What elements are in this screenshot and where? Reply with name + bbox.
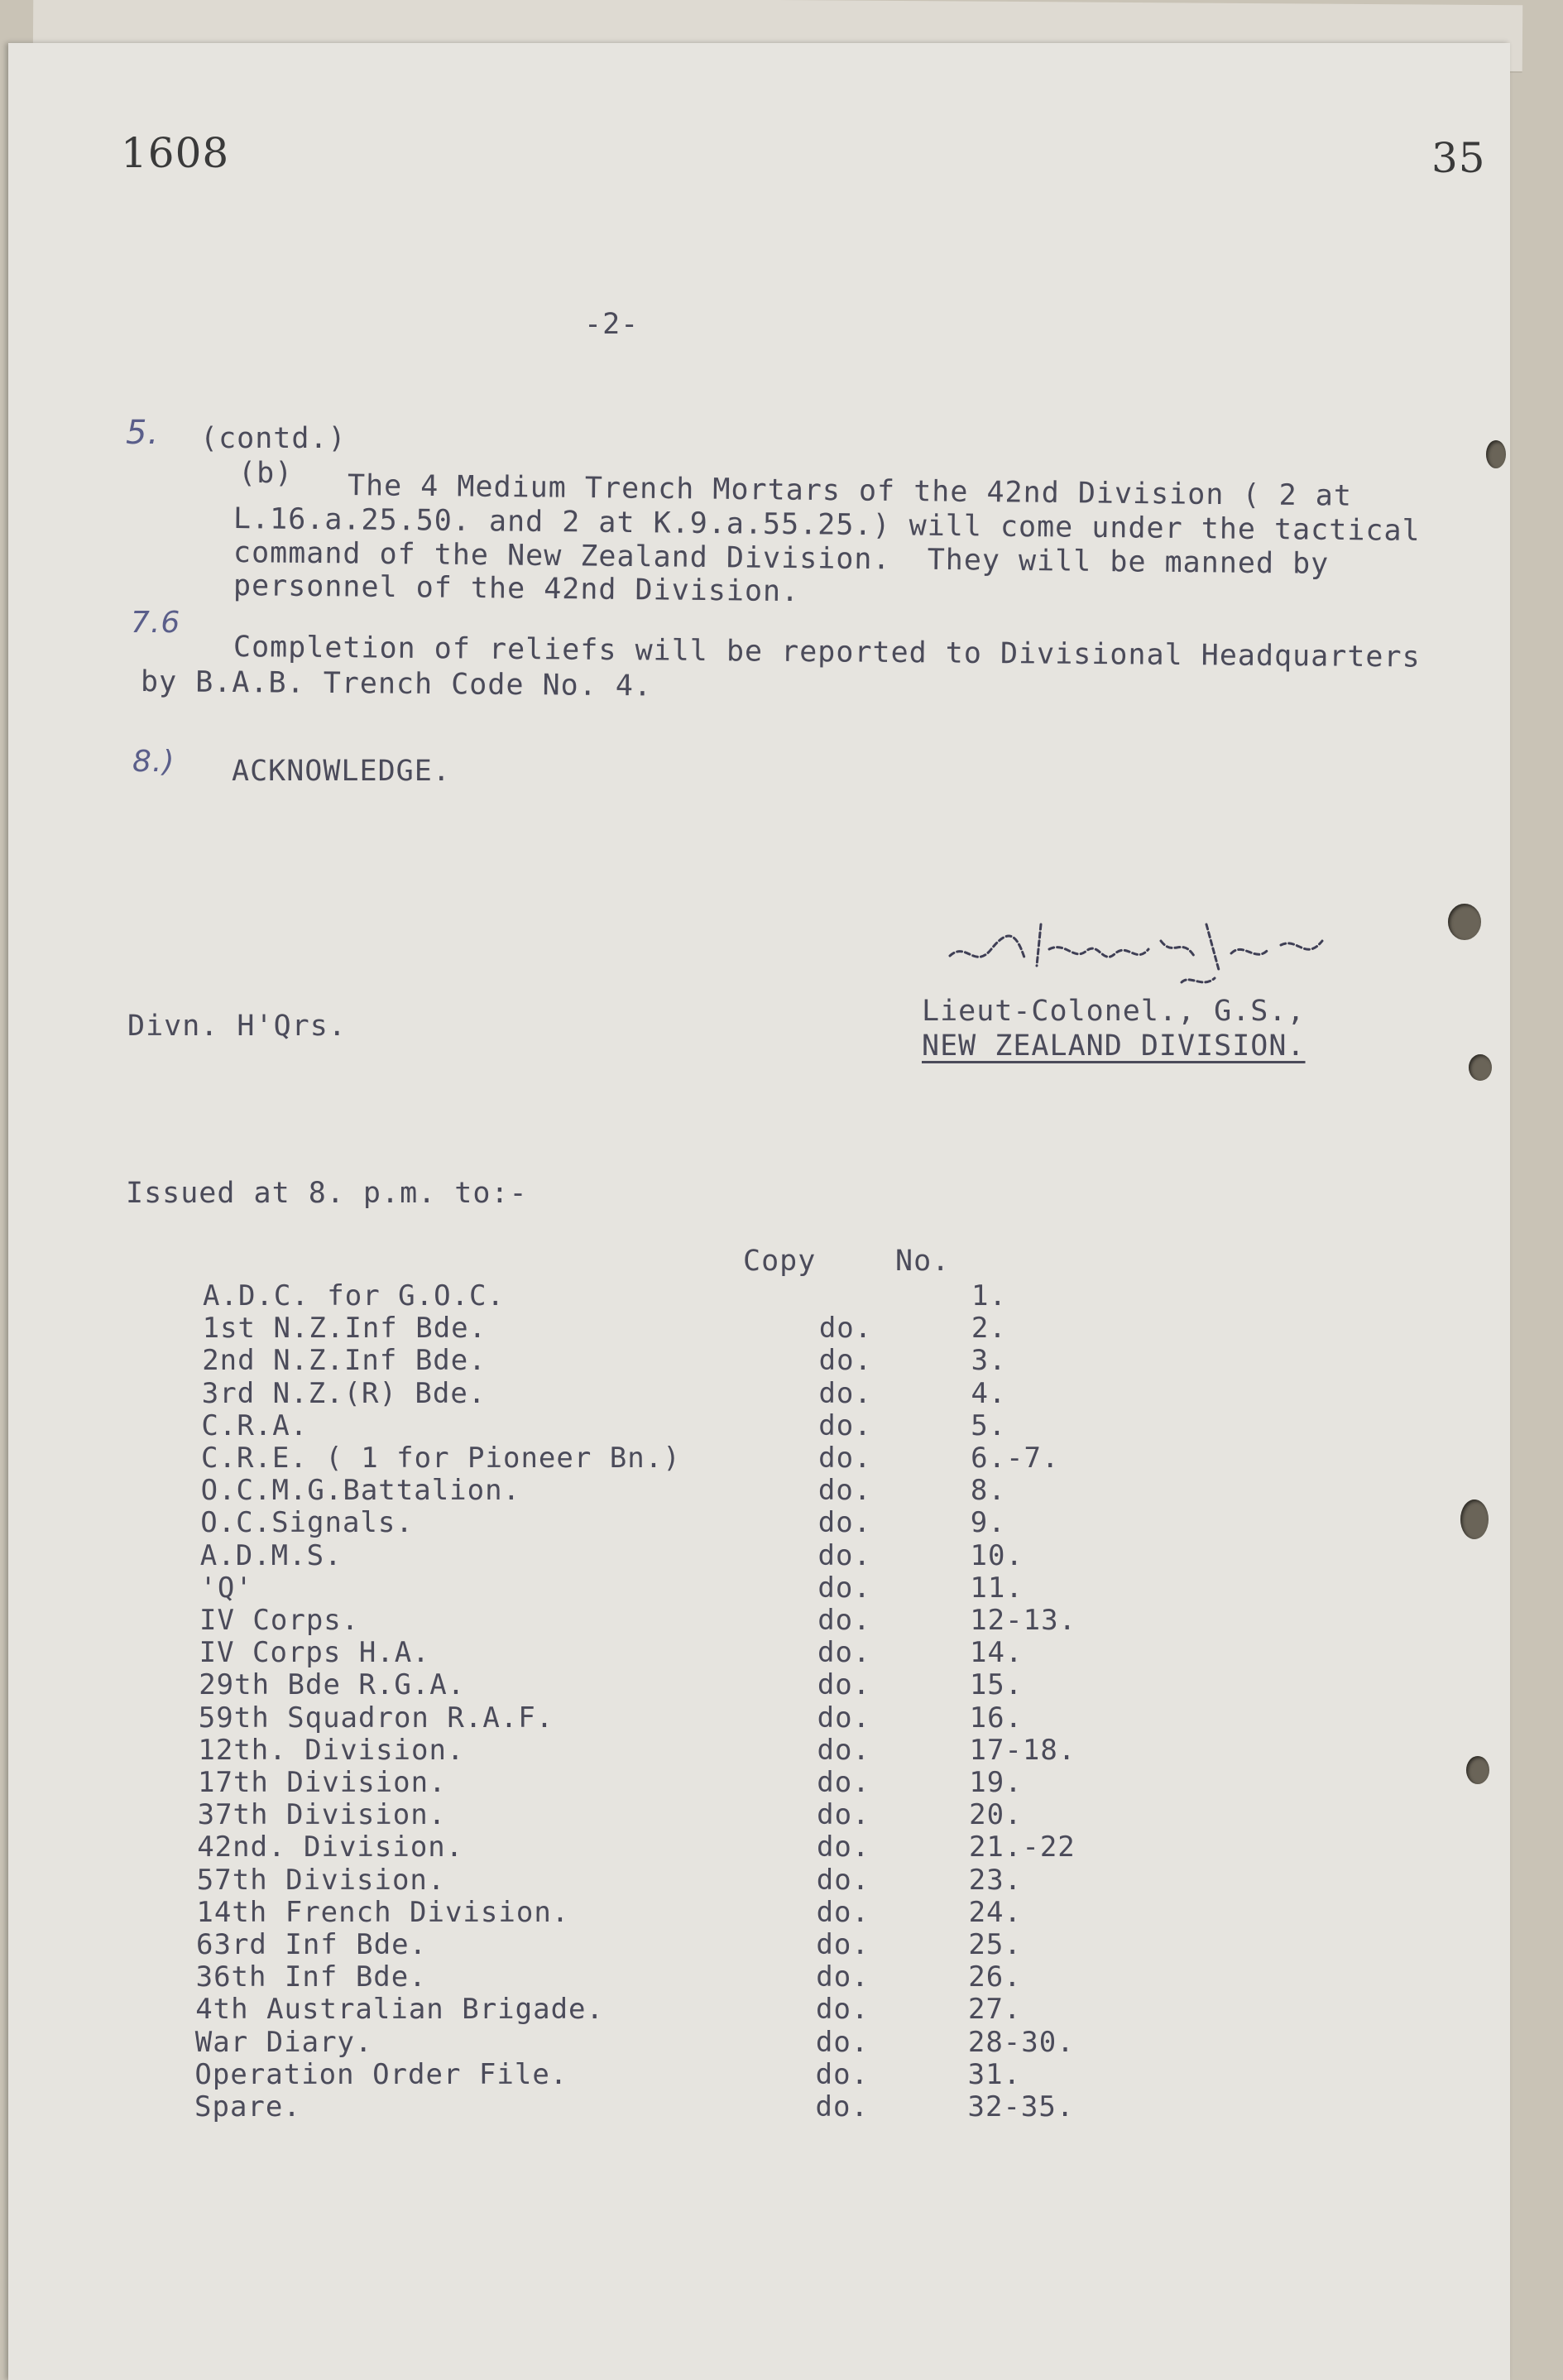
issued-line: Issued at 8. p.m. to:- bbox=[126, 1177, 528, 1210]
distribution-copy-number: 9. bbox=[970, 1506, 1006, 1540]
distribution-recipient: Operation Order File. bbox=[194, 2057, 568, 2091]
distribution-copy-number: 25. bbox=[968, 1928, 1022, 1961]
copy-label: Copy bbox=[743, 1245, 817, 1278]
folio-number-left: 1608 bbox=[121, 129, 230, 177]
distribution-ditto: do. bbox=[817, 1701, 871, 1735]
distribution-recipient: IV Corps H.A. bbox=[199, 1636, 430, 1670]
para5-line3: command of the New Zealand Division. They will be manned by bbox=[233, 536, 1330, 581]
punch-hole bbox=[1460, 1499, 1489, 1539]
distribution-recipient: War Diary. bbox=[194, 2025, 373, 2059]
distribution-recipient: 17th Division. bbox=[198, 1766, 447, 1799]
distribution-ditto: do. bbox=[818, 1376, 872, 1410]
distribution-recipient: C.R.E. ( 1 for Pioneer Bn.) bbox=[201, 1442, 681, 1475]
distribution-recipient: Spare. bbox=[194, 2090, 301, 2123]
distribution-ditto: do. bbox=[817, 1474, 872, 1508]
punch-hole bbox=[1448, 904, 1481, 940]
distribution-copy-number: 23. bbox=[968, 1863, 1023, 1897]
distribution-recipient: 59th Squadron R.A.F. bbox=[198, 1701, 554, 1735]
hq-location: Divn. H'Qrs. bbox=[127, 1010, 347, 1043]
signature-scrawl bbox=[933, 891, 1364, 999]
distribution-recipient: 3rd N.Z.(R) Bde. bbox=[201, 1376, 487, 1410]
para6-line2: by B.A.B. Trench Code No. 4. bbox=[140, 665, 653, 703]
distribution-recipient: 1st N.Z.Inf Bde. bbox=[202, 1312, 487, 1346]
folio-number-right: 35 bbox=[1431, 134, 1486, 182]
distribution-ditto: do. bbox=[818, 1312, 873, 1346]
distribution-copy-number: 5. bbox=[971, 1408, 1007, 1442]
distribution-ditto: do. bbox=[817, 1636, 871, 1670]
distribution-recipient: 29th Bde R.G.A. bbox=[199, 1668, 466, 1702]
distribution-ditto: do. bbox=[815, 2090, 869, 2123]
signatory-rank: Lieut-Colonel., G.S., bbox=[922, 995, 1306, 1028]
distribution-ditto: do. bbox=[818, 1344, 873, 1378]
distribution-copy-number: 4. bbox=[971, 1376, 1007, 1410]
distribution-recipient: A.D.M.S. bbox=[199, 1538, 343, 1572]
distribution-ditto: do. bbox=[817, 1538, 871, 1572]
distribution-copy-number: 21.-22 bbox=[968, 1831, 1076, 1864]
para5-number: 5. bbox=[126, 414, 160, 452]
acknowledge-text: ACKNOWLEDGE. bbox=[232, 755, 451, 788]
distribution-copy-number: 1. bbox=[971, 1279, 1007, 1312]
distribution-copy-number: 31. bbox=[967, 2057, 1022, 2091]
distribution-copy-number: 28-30. bbox=[967, 2025, 1075, 2059]
distribution-ditto: do. bbox=[817, 1506, 872, 1540]
distribution-copy-number: 14. bbox=[970, 1636, 1024, 1670]
distribution-ditto: do. bbox=[817, 1733, 870, 1767]
distribution-recipient: 36th Inf Bde. bbox=[195, 1960, 427, 1994]
distribution-copy-number: 32-35. bbox=[967, 2090, 1075, 2123]
distribution-recipient: 4th Australian Brigade. bbox=[195, 1993, 604, 2027]
para6-line1: Completion of reliefs will be reported to Divisional Headquarters bbox=[233, 631, 1421, 674]
distribution-recipient: O.C.M.G.Battalion. bbox=[200, 1474, 521, 1508]
para5-line1: The 4 Medium Trench Mortars of the 42nd Division ( 2 at bbox=[347, 469, 1353, 513]
punch-hole bbox=[1466, 1756, 1489, 1784]
distribution-copy-number: 2. bbox=[971, 1312, 1007, 1346]
distribution-copy-number: 8. bbox=[970, 1474, 1006, 1508]
para5-contd: (contd.) bbox=[200, 422, 347, 455]
punch-hole bbox=[1469, 1054, 1492, 1081]
para5-line4: personnel of the 42nd Division. bbox=[233, 569, 800, 609]
distribution-ditto: do. bbox=[816, 1928, 870, 1961]
distribution-copy-number: 27. bbox=[968, 1993, 1022, 2027]
distribution-ditto: do. bbox=[816, 1863, 870, 1897]
distribution-copy-number: 16. bbox=[969, 1701, 1024, 1735]
para5-line2: L.16.a.25.50. and 2 at K.9.a.55.25.) will come under the tactical bbox=[233, 502, 1421, 549]
distribution-ditto: do. bbox=[817, 1604, 871, 1637]
distribution-copy-number: 12-13. bbox=[970, 1604, 1077, 1637]
distribution-copy-number: 10. bbox=[970, 1538, 1024, 1572]
page-marker: -2- bbox=[584, 308, 640, 341]
distribution-copy-number: 11. bbox=[970, 1571, 1024, 1605]
signatory-unit: NEW ZEALAND DIVISION. bbox=[922, 1029, 1306, 1063]
distribution-ditto: do. bbox=[816, 1960, 870, 1994]
no-label: No. bbox=[895, 1245, 951, 1278]
distribution-recipient: 42nd. Division. bbox=[197, 1831, 464, 1864]
distribution-recipient: C.R.A. bbox=[201, 1408, 309, 1442]
distribution-copy-number: 19. bbox=[969, 1766, 1023, 1799]
distribution-recipient: IV Corps. bbox=[199, 1604, 360, 1637]
distribution-recipient: 63rd Inf Bde. bbox=[196, 1928, 428, 1961]
distribution-ditto: do. bbox=[816, 1831, 870, 1864]
distribution-ditto: do. bbox=[816, 1895, 870, 1929]
para6-number: 7.6 bbox=[131, 606, 181, 640]
distribution-copy-number: 15. bbox=[969, 1668, 1024, 1702]
punch-hole bbox=[1486, 440, 1506, 468]
distribution-ditto: do. bbox=[817, 1571, 871, 1605]
para5-sub: (b) bbox=[238, 457, 294, 490]
document-page bbox=[8, 43, 1510, 2380]
distribution-recipient: 37th Division. bbox=[197, 1798, 447, 1832]
distribution-ditto: do. bbox=[817, 1668, 871, 1702]
distribution-recipient: 2nd N.Z.Inf Bde. bbox=[202, 1344, 487, 1378]
distribution-ditto: do. bbox=[818, 1442, 872, 1475]
distribution-ditto: do. bbox=[815, 2025, 870, 2059]
distribution-recipient: 14th French Division. bbox=[196, 1895, 570, 1929]
distribution-recipient: O.C.Signals. bbox=[200, 1506, 414, 1540]
distribution-ditto: do. bbox=[815, 2057, 870, 2091]
para7-number: 8.) bbox=[132, 745, 175, 779]
distribution-copy-number: 24. bbox=[968, 1895, 1022, 1929]
distribution-copy-number: 20. bbox=[969, 1798, 1023, 1832]
distribution-copy-number: 17-18. bbox=[969, 1733, 1076, 1767]
distribution-recipient: 57th Division. bbox=[196, 1863, 446, 1897]
distribution-recipient: A.D.C. for G.O.C. bbox=[203, 1279, 505, 1312]
distribution-recipient: 12th. Division. bbox=[198, 1733, 465, 1767]
distribution-copy-number: 26. bbox=[968, 1960, 1022, 1994]
distribution-ditto: do. bbox=[816, 1993, 870, 2027]
distribution-recipient: 'Q' bbox=[199, 1571, 253, 1605]
distribution-copy-number: 3. bbox=[971, 1344, 1007, 1378]
distribution-copy-number: 6.-7. bbox=[971, 1442, 1060, 1475]
distribution-ditto: do. bbox=[818, 1408, 872, 1442]
distribution-ditto: do. bbox=[817, 1766, 870, 1799]
distribution-ditto: do. bbox=[817, 1798, 870, 1832]
